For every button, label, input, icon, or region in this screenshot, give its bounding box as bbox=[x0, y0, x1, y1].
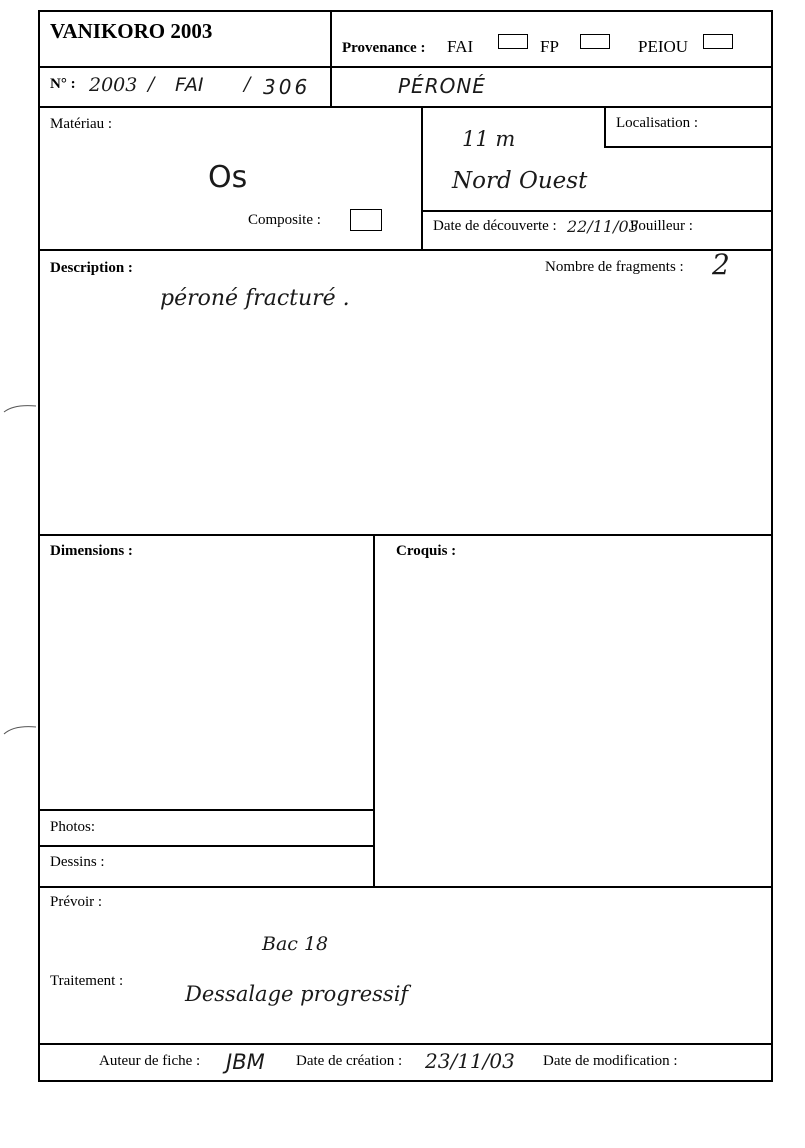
prevoir-value[interactable]: Bac 18 bbox=[262, 933, 329, 955]
croquis-area[interactable] bbox=[378, 565, 768, 883]
date-modification-label: Date de modification : bbox=[543, 1053, 678, 1069]
provenance-fai-label: FAI bbox=[447, 37, 474, 56]
provenance-label: Provenance : bbox=[342, 40, 426, 56]
description-label: Description : bbox=[50, 260, 133, 276]
date-decouverte-label: Date de découverte : bbox=[433, 218, 557, 234]
provenance-peiou-label: PEIOU bbox=[638, 37, 689, 56]
dimensions-field[interactable] bbox=[42, 565, 370, 805]
materiau-value[interactable]: Os bbox=[208, 160, 248, 195]
composite-label: Composite : bbox=[248, 212, 321, 228]
date-creation-value[interactable]: 23/11/03 bbox=[425, 1049, 515, 1073]
materiau-label: Matériau : bbox=[50, 116, 113, 132]
fragments-label: Nombre de fragments : bbox=[545, 259, 684, 275]
traitement-value[interactable]: Dessalage progressif bbox=[185, 982, 409, 1006]
provenance-fai-checkbox[interactable] bbox=[498, 34, 528, 49]
provenance-fp-checkbox[interactable] bbox=[580, 34, 610, 49]
auteur-label: Auteur de fiche : bbox=[99, 1053, 201, 1069]
numero-separator-1: / bbox=[148, 73, 155, 95]
croquis-label: Croquis : bbox=[396, 543, 457, 559]
composite-checkbox[interactable] bbox=[350, 209, 382, 231]
provenance-peiou-checkbox[interactable] bbox=[703, 34, 733, 49]
dessins-label: Dessins : bbox=[50, 854, 105, 870]
localisation-label: Localisation : bbox=[616, 115, 699, 131]
date-decouverte-value[interactable]: 22/11/03 bbox=[567, 217, 639, 236]
localisation-line2[interactable]: Nord Ouest bbox=[452, 168, 588, 194]
description-text[interactable]: péroné fracturé . bbox=[160, 286, 350, 311]
numero-label: N° : bbox=[50, 76, 76, 92]
auteur-value[interactable]: JBM bbox=[226, 1050, 265, 1074]
fragments-value[interactable]: 2 bbox=[712, 248, 730, 281]
designation-value[interactable]: PÉRONÉ bbox=[398, 74, 486, 98]
numero-number[interactable]: 306 bbox=[263, 75, 311, 99]
dimensions-label: Dimensions : bbox=[50, 543, 133, 559]
form-title: VANIKORO 2003 bbox=[50, 19, 213, 43]
numero-code[interactable]: FAI bbox=[175, 74, 204, 96]
numero-separator-2: / bbox=[244, 73, 251, 95]
provenance-fp-label: FP bbox=[540, 37, 559, 56]
traitement-label: Traitement : bbox=[50, 973, 124, 989]
photos-label: Photos: bbox=[50, 819, 96, 835]
binder-marks bbox=[0, 395, 40, 745]
fouilleur-label: Fouilleur : bbox=[630, 218, 693, 234]
date-creation-label: Date de création : bbox=[296, 1053, 403, 1069]
localisation-line1[interactable]: 11 m bbox=[462, 127, 516, 151]
prevoir-label: Prévoir : bbox=[50, 894, 103, 910]
numero-year[interactable]: 2003 bbox=[89, 74, 138, 96]
